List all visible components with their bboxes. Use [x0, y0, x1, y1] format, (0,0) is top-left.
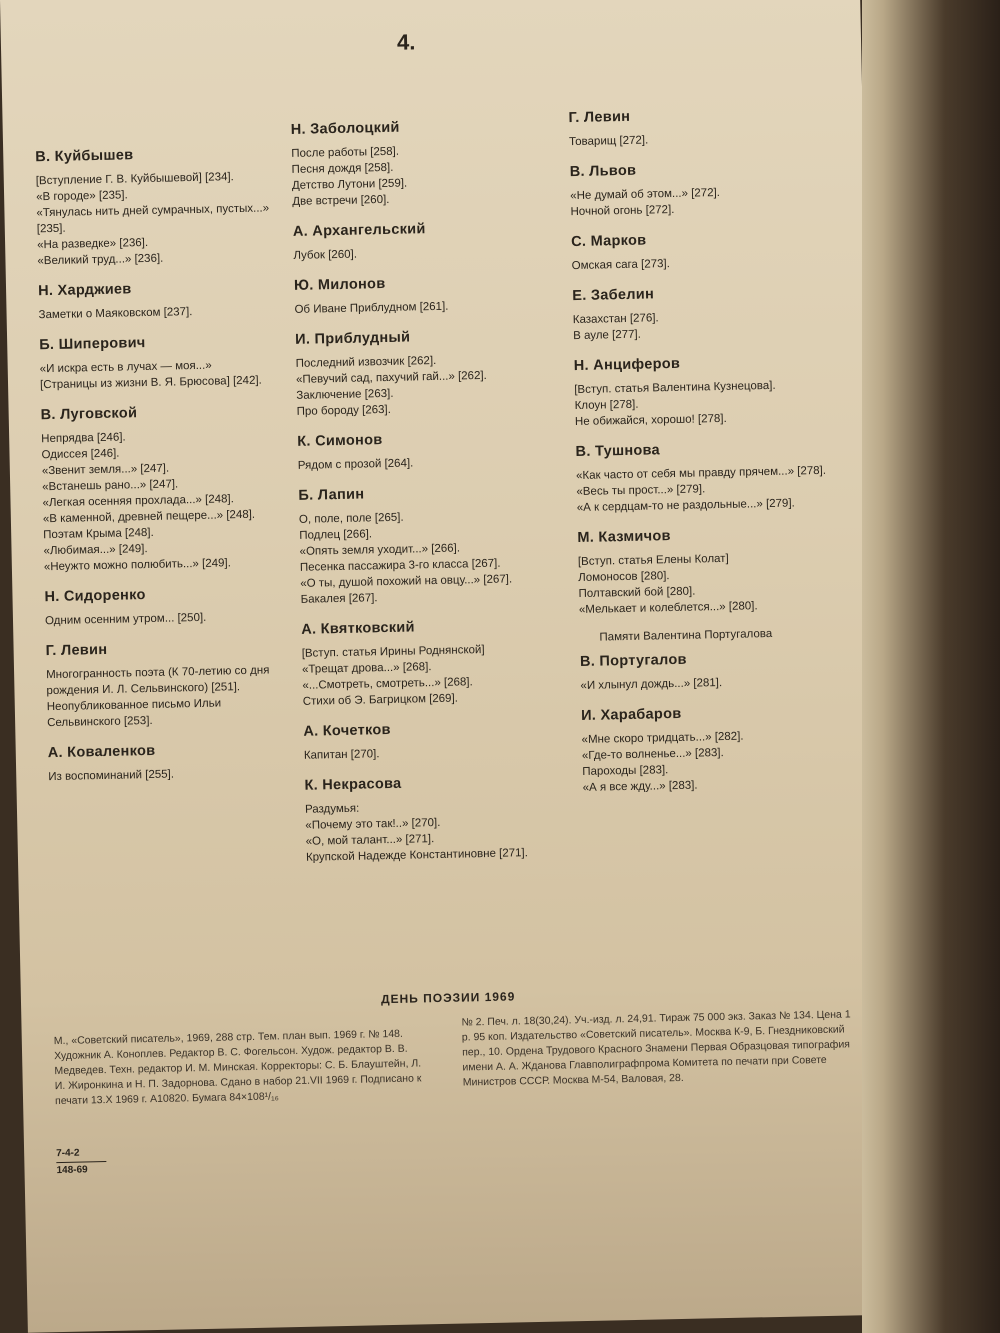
contents-entry: В ауле [277].: [573, 328, 641, 343]
contents-entry: «Легкая осенняя прохлада...» [248].: [42, 493, 234, 510]
author-block: [298, 482, 570, 608]
author-name: К. Симонов: [297, 432, 383, 450]
author-block: [45, 638, 287, 731]
contents-entry: «На разведке» [236].: [37, 236, 149, 252]
contents-entry: «О ты, душой похожий на овцу...» [267].: [300, 573, 513, 590]
contents-entry: Заключение [263].: [296, 387, 394, 402]
author-block: [295, 326, 567, 420]
contents-entry: Бакалея [267].: [300, 592, 378, 606]
contents-entry: «Встанешь рано...» [247].: [42, 478, 179, 494]
contents-entry: Песенка пассажира 3-го класса [267].: [299, 557, 501, 574]
contents-entry: «Мне скоро тридцать...» [282].: [581, 730, 744, 746]
author-name: А. Квятковский: [301, 619, 415, 638]
author-name: Н. Харджиев: [37, 281, 132, 300]
author-name: В. Львов: [569, 162, 637, 181]
contents-entry: О, поле, поле [265].: [298, 511, 404, 526]
contents-entry: Неопубликованное письмо Ильи Сельвинского [253].: [46, 697, 222, 730]
contents-entry: Капитан [270].: [303, 748, 380, 762]
author-block: [580, 648, 851, 694]
contents-entry: Не обижайся, хорошо! [278].: [574, 412, 727, 429]
author-block: [568, 104, 839, 150]
contents-entry: Клоун [278].: [574, 398, 639, 413]
author-name: А. Архангельский: [292, 221, 426, 240]
contents-entry: «Неужто можно полюбить...» [249].: [43, 557, 231, 574]
imprint-right: № 2. Печ. л. 18(30,24). Уч.-изд. л. 24,91. Тираж 75 000 экз. Заказ № 134. Цена 1 р. 95 коп. Издательство «Советский писатель». Москва К-9, Б. Гнездниковский пер., 10. Ордена Трудового Красного Знамени Первая Образцовая типография имени А. А. Жданова Главполиграфпрома Комитета по печати при Совете Министров СССР. Москва М-54, Валовая, 28.: [461, 1008, 851, 1089]
author-name: М. Казмичов: [577, 528, 671, 547]
author-block: [303, 718, 574, 764]
contents-entry: Полтавский бой [280].: [578, 585, 696, 601]
author-block: [571, 228, 842, 274]
contents-entry: Ломоносов [280].: [578, 570, 670, 585]
contents-entry: «Как часто от себя мы правду прячем...» [278].: [575, 464, 827, 483]
author-name: Б. Лапин: [298, 486, 365, 504]
contents-entry: Омская сага [273].: [571, 258, 670, 273]
imprint-left: М., «Советский писатель», 1969, 288 стр. Тем. план вып. 1969 г. № 148. Художник А. Коноплев. Редактор В. С. Фогельсон. Худож. редактор В. В. Медведев. Техн. редактор И. М. Минская. Корректоры: С. Б. Блауштейн, Л. И. Жиронкина и Н. П. Задорнова. Сдано в набор 21.VII 1969 г. Подписано к печати 13.X 1969 г. А10820. Бумага 84×108¹/₁₆: [53, 1027, 422, 1108]
author-name: В. Португалов: [579, 651, 687, 670]
book-title: ДЕНЬ ПОЭЗИИ 1969: [380, 989, 516, 1007]
contents-entry: Крупской Надежде Константиновне [271].: [305, 847, 528, 864]
contents-entry: «Не думай об этом...» [272].: [570, 186, 721, 203]
contents-entry: Лубок [260].: [293, 248, 358, 262]
author-name: И. Харабаров: [580, 705, 682, 724]
author-block: [48, 740, 289, 785]
contents-entry: «А я все жду...» [283].: [582, 779, 698, 794]
author-name: В. Тушнова: [575, 442, 661, 461]
contents-entry: [Страницы из жизни В. Я. Брюсова] [242].: [39, 374, 262, 392]
contents-column-1: [35, 144, 289, 799]
contents-entry: [Вступ. статья Ирины Роднянской]: [301, 643, 485, 660]
contents-entry: Об Иване Приблудном [261].: [294, 300, 449, 316]
page-edge-shadow: [862, 0, 1000, 1333]
contents-entry: Пароходы [283].: [582, 764, 669, 778]
author-block: [39, 332, 280, 393]
author-name: В. Куйбышев: [35, 147, 134, 166]
contents-entry: «...Смотреть, смотреть...» [268].: [302, 676, 473, 692]
contents-entry: Про бороду [263].: [296, 403, 391, 418]
memorial-heading: Памяти Валентина Португалова: [599, 627, 773, 644]
author-block: [41, 402, 284, 575]
contents-entry: Товарищ [272].: [568, 134, 649, 149]
author-name: К. Некрасова: [304, 775, 402, 794]
author-block: [38, 278, 279, 323]
contents-entry: Одним осенним утром... [250].: [44, 611, 207, 628]
contents-entry: Подлец [266].: [299, 528, 373, 542]
author-name: Н. Сидоренко: [44, 587, 146, 606]
author-name: Г. Левин: [568, 108, 631, 127]
author-name: Н. Анциферов: [573, 355, 681, 375]
contents-entry: «В городе» [235].: [36, 189, 128, 204]
contents-entry: Одиссея [246].: [41, 447, 120, 462]
contents-entry: Из воспоминаний [255].: [48, 768, 175, 784]
contents-entry: [Вступ. статья Елены Колат]: [577, 552, 729, 569]
author-block: [293, 218, 564, 264]
contents-entry: Заметки о Маяковском [237].: [38, 306, 193, 322]
author-name: Е. Забелин: [572, 286, 655, 305]
catalog-code: [56, 1146, 107, 1178]
catalog-code-top: 7-4-2: [56, 1147, 80, 1160]
contents-entry: «И хлынул дождь...» [281].: [580, 677, 723, 692]
contents-entry: «И искра есть в лучах — моя...»: [39, 359, 212, 376]
contents-entry: «Тянулась нить дней сумрачных, пустых...» [235].: [36, 202, 270, 236]
author-name: И. Приблудный: [295, 329, 411, 348]
contents-entry: Казахстан [276].: [572, 312, 659, 327]
contents-entry: [Вступ. статья Валентина Кузнецова].: [574, 379, 776, 397]
author-block: [294, 272, 565, 318]
contents-entry: Последний извозчик [262].: [295, 354, 437, 370]
contents-entry: Многогранность поэта (К 70-летию со дня рождения И. Л. Сельвинского) [251].: [46, 664, 270, 698]
contents-entry: Песня дождя [258].: [291, 161, 394, 176]
author-block: [301, 616, 573, 710]
contents-entry: «Мелькает и колеблется...» [280].: [578, 600, 758, 617]
contents-entry: Рядом с прозой [264].: [297, 457, 414, 472]
contents-entry: «А к сердцам-то не раздольные...» [279].: [576, 497, 795, 515]
author-name: Ю. Милонов: [293, 275, 386, 294]
contents-entry: Непрядва [246].: [41, 431, 126, 446]
contents-entry: «Весь ты прост...» [279].: [576, 483, 706, 499]
contents-entry: «Певучий сад, пахучий гай...» [262].: [295, 369, 487, 386]
contents-entry: Ночной огонь [272].: [570, 203, 675, 219]
contents-entry: «В каменной, древней пещере...» [248].: [42, 508, 256, 526]
author-block: [291, 116, 563, 210]
author-name: А. Кочетков: [303, 721, 391, 740]
author-name: Б. Шиперович: [39, 335, 146, 354]
author-block: [574, 352, 845, 430]
contents-entry: [Вступление Г. В. Куйбышевой] [234].: [35, 171, 234, 188]
author-name: А. Коваленков: [47, 742, 156, 762]
catalog-code-bottom: 148-69: [56, 1164, 88, 1177]
author-name: Г. Левин: [45, 641, 108, 660]
author-block: [575, 438, 846, 516]
contents-column-2: [291, 116, 577, 879]
author-name: В. Луговской: [40, 405, 138, 424]
contents-entry: «Опять земля уходит...» [266].: [299, 542, 461, 558]
contents-entry: Поэтам Крыма [248].: [43, 526, 154, 542]
author-block: [581, 702, 853, 796]
author-block: [297, 428, 568, 474]
contents-entry: «Любимая...» [249].: [43, 543, 148, 558]
author-block: [572, 282, 843, 344]
contents-entry: «Великий труд...» [236].: [37, 252, 164, 268]
author-block: [577, 524, 849, 618]
contents-entry: Стихи об Э. Багрицком [269].: [302, 692, 459, 708]
contents-entry: Раздумья:: [304, 802, 360, 816]
author-block: [304, 772, 576, 866]
contents-entry: После работы [258].: [291, 145, 400, 160]
contents-entry: Детство Лутони [259].: [291, 177, 408, 192]
contents-entry: Две встречи [260].: [292, 193, 390, 208]
author-block: [570, 158, 841, 220]
contents-entry: «Почему это так!..» [270].: [305, 816, 441, 832]
author-block: [44, 584, 285, 629]
contents-entry: «Трещат дрова...» [268].: [301, 661, 432, 676]
contents-entry: «Где-то волненье...» [283].: [581, 747, 724, 762]
author-name: Н. Заболоцкий: [290, 119, 400, 138]
author-block: [35, 144, 277, 269]
contents-entry: «Звенит земля...» [247].: [41, 462, 170, 478]
author-name: С. Марков: [571, 232, 647, 251]
page-number: 4.: [396, 29, 416, 55]
contents-column-3: [568, 104, 853, 810]
contents-entry: «О, мой талант...» [271].: [305, 833, 435, 848]
